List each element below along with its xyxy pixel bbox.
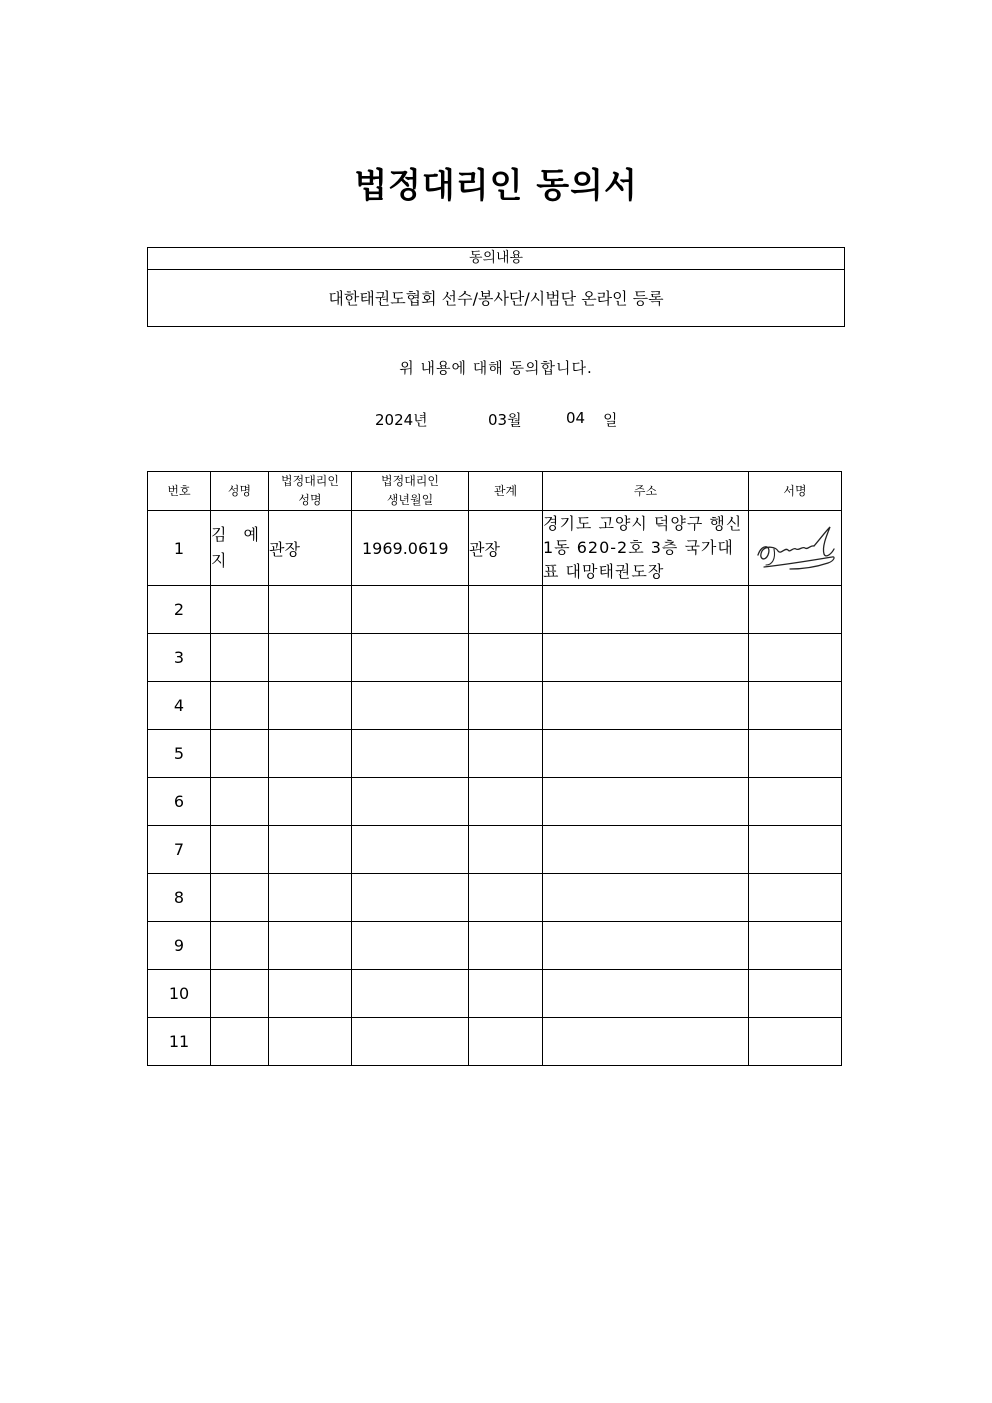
signature-cell [749,970,842,1018]
guardian-birthdate [352,730,469,778]
header-signature: 서명 [749,472,842,511]
consent-header: 동의내용 [148,248,844,270]
guardian-registration-table [147,471,842,1066]
table-header-row [148,472,842,511]
signature-cell [749,682,842,730]
row-number: 4 [148,682,211,730]
signature-cell [749,1018,842,1066]
relation [469,826,543,874]
guardian-name [269,826,352,874]
guardian-name [269,586,352,634]
guardian-name [269,634,352,682]
address [543,874,749,922]
header-name: 성명 [211,472,269,511]
date-month: 03월 [488,411,522,429]
address [543,778,749,826]
date-year: 2024년 [375,411,428,429]
student-name [211,874,269,922]
relation [469,778,543,826]
handwritten-signature [752,521,838,575]
table-row [148,586,842,634]
guardian-birthdate: 1969.0619 [352,511,469,586]
row-number: 2 [148,586,211,634]
document-title: 법정대리인 동의서 [354,166,638,206]
table-row [148,511,842,586]
relation [469,730,543,778]
student-name [211,922,269,970]
table-row [148,922,842,970]
address [543,826,749,874]
row-number: 10 [148,970,211,1018]
guardian-birthdate [352,826,469,874]
table-row [148,1018,842,1066]
row-number: 7 [148,826,211,874]
signature-cell [749,634,842,682]
relation [469,682,543,730]
guardian-name [269,874,352,922]
header-guardian-birth-line2: 생년월일 [386,493,434,507]
date-day-unit: 일 [603,411,618,429]
row-number: 8 [148,874,211,922]
table-row [148,682,842,730]
student-name: 김 예 지 [211,511,269,586]
header-guardian-name [269,472,352,511]
address: 경기도 고양시 덕양구 행신1동 620-2호 3층 국가대표 대망태권도장 [543,511,749,586]
signature-cell [749,511,842,586]
header-number: 번호 [148,472,211,511]
student-name [211,634,269,682]
relation [469,634,543,682]
row-number: 1 [148,511,211,586]
address [543,634,749,682]
student-name [211,730,269,778]
address [543,586,749,634]
signature-cell [749,874,842,922]
student-name [211,778,269,826]
student-name [211,826,269,874]
guardian-birthdate [352,874,469,922]
table-row [148,730,842,778]
guardian-birthdate [352,778,469,826]
table-row [148,874,842,922]
guardian-birthdate [352,634,469,682]
table-row [148,634,842,682]
row-number: 9 [148,922,211,970]
guardian-name [269,778,352,826]
consent-content-box [147,247,845,327]
student-name [211,682,269,730]
guardian-name [269,682,352,730]
guardian-birthdate [352,922,469,970]
relation [469,1018,543,1066]
row-number: 5 [148,730,211,778]
guardian-birthdate [352,586,469,634]
relation [469,874,543,922]
guardian-birthdate [352,1018,469,1066]
guardian-name [269,730,352,778]
signature-cell [749,730,842,778]
address [543,730,749,778]
guardian-name: 관장 [269,511,352,586]
signature-cell [749,826,842,874]
row-number: 6 [148,778,211,826]
signature-cell [749,586,842,634]
signature-cell [749,922,842,970]
table-row [148,826,842,874]
student-name [211,586,269,634]
guardian-name [269,1018,352,1066]
header-guardian-birth-line1: 법정대리인 [381,474,439,488]
header-relation: 관계 [469,472,543,511]
table-row [148,778,842,826]
guardian-birthdate [352,682,469,730]
relation [469,970,543,1018]
signature-cell [749,778,842,826]
address [543,1018,749,1066]
student-name [211,970,269,1018]
address [543,970,749,1018]
relation: 관장 [469,511,543,586]
header-guardian-birth [352,472,469,511]
student-name [211,1018,269,1066]
agreement-statement: 위 내용에 대해 동의합니다. [399,359,593,377]
row-number: 3 [148,634,211,682]
guardian-name [269,970,352,1018]
relation [469,922,543,970]
row-number: 11 [148,1018,211,1066]
guardian-birthdate [352,970,469,1018]
header-address: 주소 [543,472,749,511]
guardian-name [269,922,352,970]
header-guardian-name-line2: 성명 [298,493,322,507]
header-guardian-name-line1: 법정대리인 [281,474,339,488]
address [543,682,749,730]
date-day: 04 [566,409,586,427]
table-row [148,970,842,1018]
relation [469,586,543,634]
consent-content: 대한태권도협회 선수/봉사단/시범단 온라인 등록 [328,289,664,308]
address [543,922,749,970]
